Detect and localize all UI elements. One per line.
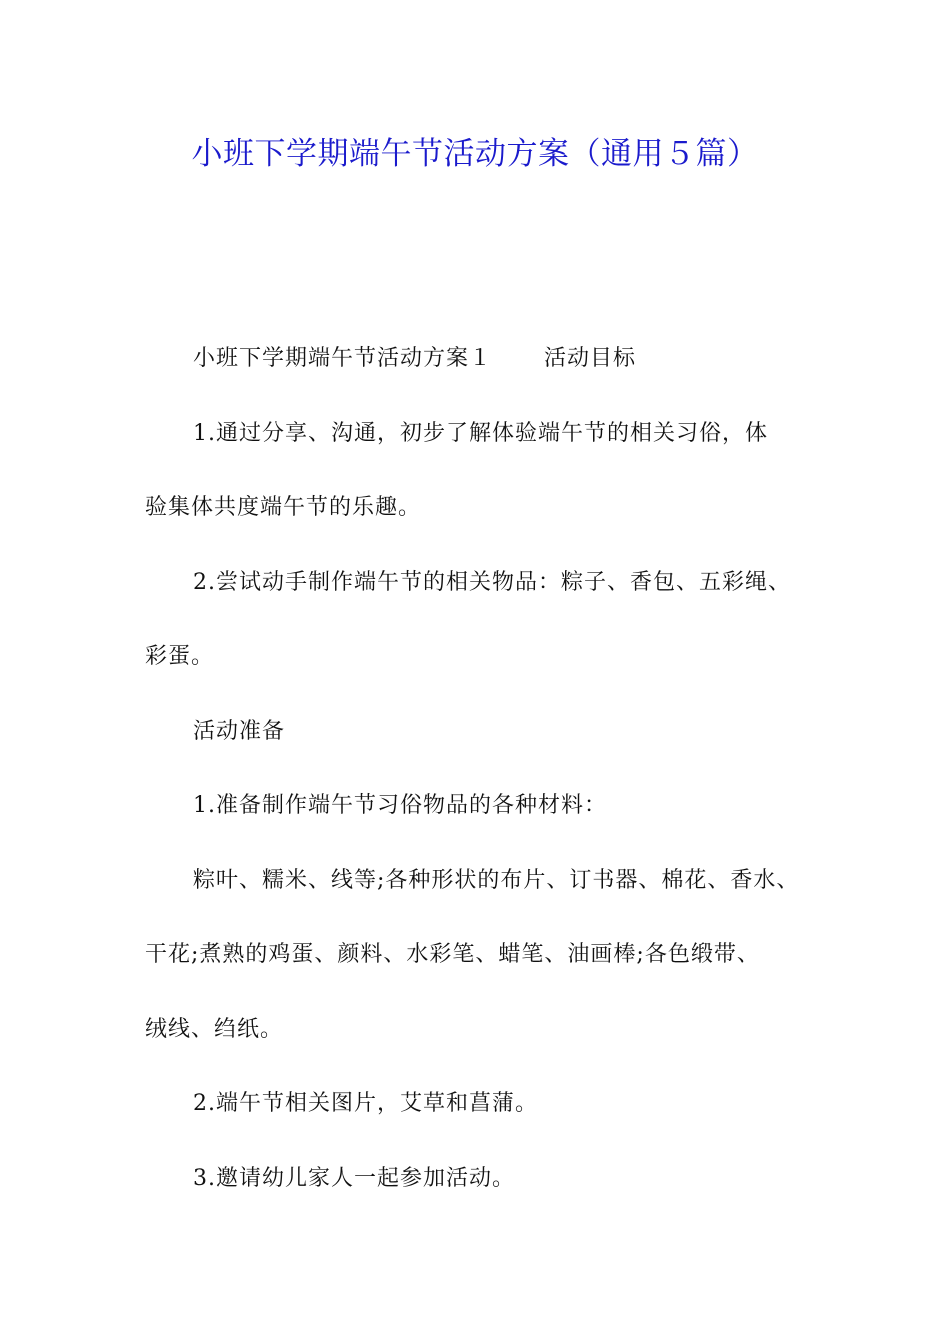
section-subheading: 活动目标	[544, 346, 637, 371]
goal-1-line-2: 验集体共度端午节的乐趣。	[145, 495, 422, 520]
materials-line-1: 粽叶、糯米、线等;各种形状的布片、订书器、棉花、香水、	[193, 868, 800, 893]
goal-1-line-1: 1.通过分享、沟通，初步了解体验端午节的相关习俗，体	[193, 421, 768, 446]
materials-line-2: 干花;煮熟的鸡蛋、颜料、水彩笔、蜡笔、油画棒;各色缎带、	[145, 942, 760, 967]
prep-item-3: 3.邀请幼儿家人一起参加活动。	[193, 1166, 515, 1191]
materials-line-3: 绒线、绉纸。	[145, 1017, 284, 1042]
prep-heading: 活动准备	[193, 719, 286, 744]
goal-2-line-1: 2.尝试动手制作端午节的相关物品：粽子、香包、五彩绳、	[193, 570, 791, 595]
section-heading-line	[193, 341, 636, 377]
prep-item-1: 1.准备制作端午节习俗物品的各种材料：	[193, 793, 607, 818]
section-heading: 小班下学期端午节活动方案１	[193, 346, 493, 371]
document-title: 小班下学期端午节活动方案（通用５篇）	[191, 136, 759, 172]
prep-item-2: 2.端午节相关图片，艾草和菖蒲。	[193, 1091, 538, 1116]
goal-2-line-2: 彩蛋。	[145, 644, 215, 669]
